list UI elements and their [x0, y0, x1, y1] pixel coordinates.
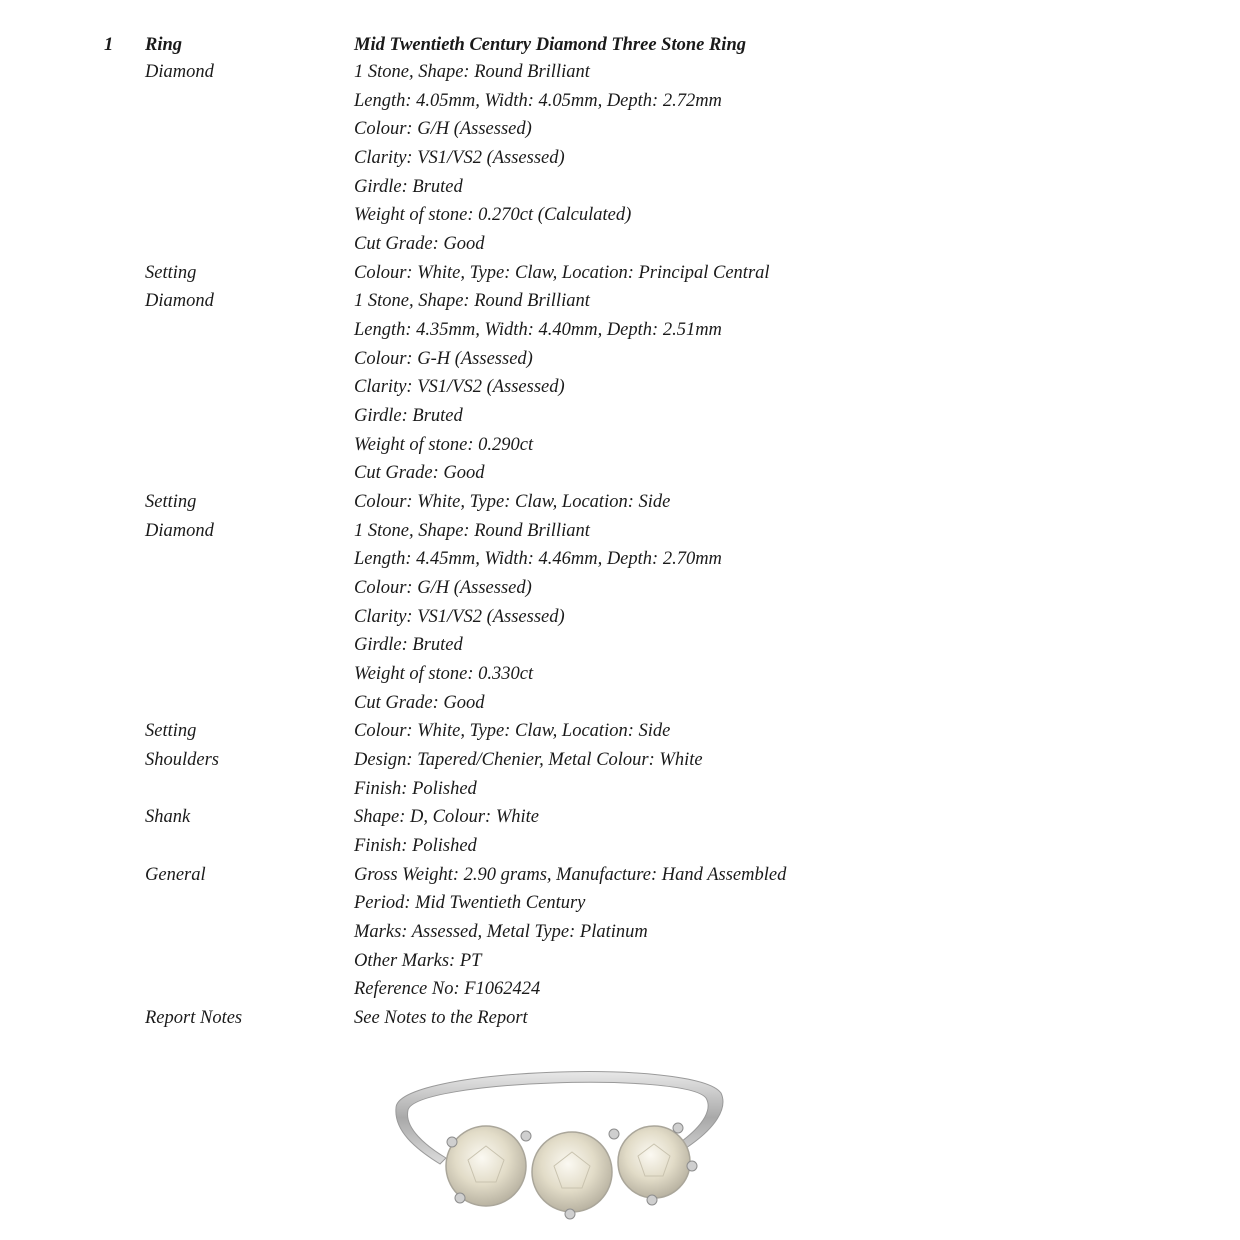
detail-row-label: Setting [145, 492, 197, 513]
detail-row [0, 373, 1240, 401]
detail-row-value: Clarity: VS1/VS2 (Assessed) [354, 606, 565, 627]
detail-row-value: Finish: Polished [354, 778, 477, 799]
detail-row [0, 861, 1240, 889]
detail-row-value: Cut Grade: Good [354, 234, 485, 254]
detail-row-value: Clarity: VS1/VS2 (Assessed) [354, 148, 565, 168]
detail-row [0, 689, 1240, 717]
detail-row-value: Weight of stone: 0.270ct (Calculated) [354, 205, 632, 226]
detail-row-value: 1 Stone, Shape: Round Brilliant [354, 291, 590, 312]
detail-row-label: Diamond [145, 291, 214, 312]
detail-row-value: Colour: G/H (Assessed) [354, 119, 532, 140]
detail-row-value: Colour: G/H (Assessed) [354, 578, 532, 599]
detail-row-label: Report Notes [145, 1008, 243, 1029]
detail-row-value: Girdle: Bruted [354, 176, 463, 197]
detail-row [0, 660, 1240, 688]
item-label: Ring [145, 35, 183, 55]
detail-row-value: Cut Grade: Good [354, 692, 485, 713]
detail-row-value: Length: 4.45mm, Width: 4.46mm, Depth: 2.70mm [354, 549, 722, 570]
detail-row-value: See Notes to the Report [354, 1008, 528, 1029]
detail-row-value: Shape: D, Colour: White [354, 807, 539, 828]
detail-row-value: 1 Stone, Shape: Round Brilliant [354, 62, 590, 82]
detail-row-value: Colour: White, Type: Claw, Location: Principal Central [354, 262, 770, 283]
detail-row [0, 230, 1240, 258]
detail-row-label: Setting [145, 721, 197, 742]
detail-row [0, 287, 1240, 315]
report-header-row [0, 31, 1240, 59]
detail-row-label: Setting [145, 262, 197, 283]
detail-row-value: Marks: Assessed, Metal Type: Platinum [354, 922, 648, 943]
detail-row [0, 717, 1240, 745]
detail-row [0, 87, 1240, 115]
detail-row-value: Gross Weight: 2.90 grams, Manufacture: Hand Assembled [354, 864, 787, 885]
detail-row [0, 459, 1240, 487]
item-title: Mid Twentieth Century Diamond Three Stone Ring [354, 35, 746, 55]
detail-row [0, 173, 1240, 201]
detail-row [0, 345, 1240, 373]
detail-row-value: Girdle: Bruted [354, 635, 463, 656]
detail-row [0, 115, 1240, 143]
detail-row [0, 1004, 1240, 1032]
detail-row [0, 517, 1240, 545]
detail-row-label: Diamond [145, 520, 214, 541]
detail-row [0, 316, 1240, 344]
detail-row-value: Finish: Polished [354, 836, 477, 857]
detail-row-value: Design: Tapered/Chenier, Metal Colour: White [354, 750, 703, 771]
detail-row [0, 803, 1240, 831]
detail-row [0, 889, 1240, 917]
detail-row-value: Girdle: Bruted [354, 406, 463, 426]
detail-row-label: Diamond [145, 62, 214, 82]
detail-row [0, 975, 1240, 1003]
detail-row [0, 746, 1240, 774]
detail-row-label: Shoulders [145, 750, 219, 771]
detail-row [0, 431, 1240, 459]
detail-row-value: Colour: G-H (Assessed) [354, 348, 533, 369]
detail-row-value: Colour: White, Type: Claw, Location: Side [354, 721, 671, 742]
detail-row [0, 574, 1240, 602]
detail-row-value: Clarity: VS1/VS2 (Assessed) [354, 377, 565, 398]
detail-row-value: Length: 4.35mm, Width: 4.40mm, Depth: 2.51mm [354, 320, 722, 340]
ring-photo [356, 1048, 736, 1228]
detail-row [0, 775, 1240, 803]
detail-row-value: Length: 4.05mm, Width: 4.05mm, Depth: 2.72mm [354, 90, 722, 111]
detail-row [0, 201, 1240, 229]
detail-row-value: Colour: White, Type: Claw, Location: Side [354, 492, 671, 513]
detail-row-value: Weight of stone: 0.330ct [354, 664, 534, 685]
detail-row-label: Shank [145, 807, 191, 828]
detail-row-value: Weight of stone: 0.290ct [354, 434, 534, 455]
lot-number: 1 [104, 35, 114, 55]
detail-row-value: Cut Grade: Good [354, 463, 485, 484]
detail-row-value: Other Marks: PT [354, 950, 482, 971]
detail-row [0, 947, 1240, 975]
detail-row [0, 832, 1240, 860]
detail-row [0, 144, 1240, 172]
detail-row [0, 488, 1240, 516]
detail-row [0, 603, 1240, 631]
detail-row-label: General [145, 864, 206, 885]
detail-row [0, 631, 1240, 659]
detail-row-value: Period: Mid Twentieth Century [354, 893, 586, 914]
detail-row [0, 402, 1240, 430]
detail-row [0, 58, 1240, 86]
detail-row-value: Reference No: F1062424 [354, 979, 541, 1000]
detail-row-value: 1 Stone, Shape: Round Brilliant [354, 520, 590, 541]
detail-row [0, 545, 1240, 573]
detail-row [0, 259, 1240, 287]
detail-row [0, 918, 1240, 946]
